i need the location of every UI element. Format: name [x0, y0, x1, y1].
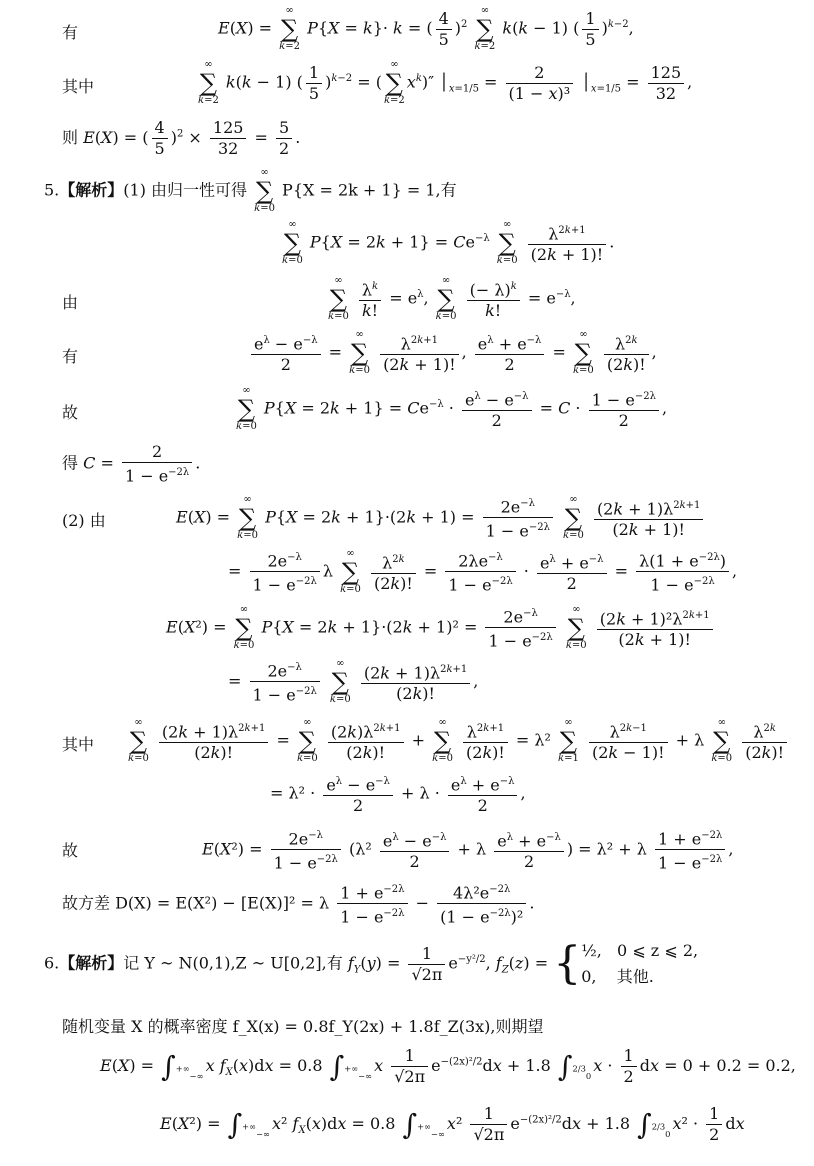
equation-series-sum: ∞ ∑ k=2 k(k − 1) ( $\frac{1}{5}$ )$^{k-2}$ = (∞ ∑ $k=2x^k)''$ $│_{x=1/5}$ = $\frac{2}{\text{(1 − x)³}}$ $│_{x=1/5}$ = $\frac{125}{32}$ ,	[198, 59, 693, 106]
problem6-tag: 【解析】	[59, 953, 124, 973]
equation-p6-ex2: $E(X^2) = \int^{+\infty}_{-\infty}x^2$ $f_X(x)dx = 0.8$ $\int^{+\infty}_{-\infty}x^2$ $\frac{1}{√2\pi}$ $e^{-(2x)^2/2}dx + 1.8$ ∫$^{2/3}_0$x² · $\frac{1}{2}$ dx	[160, 1104, 745, 1144]
equation-part2-ex: E(X) = ∞ ∑ k=0 P{X = 2k + 1}·(2k + 1) = $\frac{2e^{-\lambda}}{1 - e^{-2\lambda}}$ ∞ ∑ k=0 $\frac{(2k + 1)\lambda^{2k+1}}{(2k + 1)!}$	[176, 494, 706, 542]
line-series-value	[0, 60, 814, 112]
line-you3	[0, 330, 814, 382]
equation-ex2-final: E(X²) = $\frac{2e^{-\lambda}}{1 - e^{-2\lambda}}$ (λ² $\frac{e^\lambda - e^{-\lambda}}{2}$ + λ $\frac{e^\lambda + e^{-\lambda}}{2}$ ) = λ² + λ $\frac{1 + e^{-2\lambda}}{1 - e^{-2\lambda}}$ ,	[202, 826, 733, 874]
equation-p6-ex: $E(X) = \int^{+\infty}_{-\infty}x$ $f_X(x)dx = 0.8$ $\int^{+\infty}_{-\infty}x$ $\frac{1}{√2\pi}$ $e^{-(2x)^2/2}dx + 1.8$ ∫$^{2/3}_0$x · $\frac{1}{2}$ dx = 0 + 0.2 = 0.2,	[100, 1046, 796, 1086]
label-you3: 有	[62, 347, 79, 366]
equation-ex-series: E(X) = ∞ ∑ k=2 P{X = k}· k = ( $\frac{4}{5}$ )$^2$ ∞ ∑ k=2 k(k − 1) ( $\frac{1}{5}$ )$^{k-2}$,	[218, 5, 634, 52]
label-gu: 故	[62, 403, 79, 422]
p6-ex-result: = 0 + 0.2 = 0.2,	[664, 1056, 796, 1075]
equation-sum-c-result: ∞ ∑ k=0 $P\{X = 2k + 1\} = Ce^{-\lambda}$ · $\frac{e^\lambda - e^{-\lambda}}{2}$ = C · $\frac{1 - e^{-2\lambda}}{2}$ ,	[236, 385, 668, 432]
variance-lead: 故方差 D(X) = E(X²) − [E(X)]² = λ	[62, 893, 330, 913]
line-density	[0, 1012, 814, 1040]
equation-ex2-2: = $\frac{2e^{-\lambda}}{1 - e^{-2\lambda}}$ ∞ ∑ k=0 $\frac{(2k + 1)\lambda^{2k+1}}{(2k)!}$ ,	[228, 657, 479, 705]
line-p6-ex	[0, 1046, 814, 1102]
problem5-number: 5.	[44, 180, 60, 200]
line-ex2	[0, 604, 814, 656]
equation-variance: 故方差 D(X) = E(X²) − [E(X)]² = λ $\frac{1 + e^{-2\lambda}}{1 - e^{-2\lambda}}$ − $\frac{4\lambda^2e^{-2\lambda}}{(1 - e^{-2\lambda})^2}$ .	[62, 880, 534, 928]
case-2: 其他.	[616, 967, 654, 986]
problem6-intro-text: 记 Y ~ N(0,1),Z ~ U[0,2],有	[123, 953, 343, 973]
line-part2-ex	[0, 494, 814, 546]
label-gu2: 故	[62, 841, 79, 860]
label-ze: 则	[62, 128, 79, 147]
line-sum-c	[0, 220, 814, 272]
line-p6-ex2	[0, 1104, 814, 1160]
equation-ex-value: 则 E(X) = ( $\frac{4}{5}$ )$^2$ × $\frac{125}{32}$ = $\frac{5}{2}$ .	[62, 118, 301, 158]
equation-series-split-2: = λ² · $\frac{e^\lambda - e^{-\lambda}}{2}$ + λ · $\frac{e^\lambda + e^{-\lambda}}{2}$ ,	[270, 772, 526, 816]
problem5-intro-text: (1) 由归一性可得	[123, 180, 248, 200]
equation-series-split: ∞ ∑ k=0 $\frac{(2k + 1)\lambda^{2k+1}}{(2k)!}$ = ∞ ∑ k=0 $\frac{(2k)\lambda^{2k+1}}{(2k)!}$ + ∞ ∑ k=0 $\frac{\lambda^{2k+1}}{(2k)!}$ = λ² ∞ ∑ k=1 $\frac{\lambda^{2k-1}}{(2k - 1)!}$ + λ ∞ ∑ k=0 $\frac{\lambda^{2k}}{(2k)!}$	[126, 718, 790, 764]
problem5-intro-tail: P{X = 2k + 1} = 1,有	[282, 180, 457, 200]
problem6-number: 6.	[44, 953, 60, 973]
equation-sinh-cosh: $\frac{e^\lambda - e^{-\lambda}}{2}$ = ∞ ∑ k=0 $\frac{\lambda^{2k+1}}{(2k + 1)!}$ , $\frac{e^\lambda + e^{-\lambda}}{2}$ = ∞ ∑ k=0 $\frac{\lambda^{2k}}{(2k)!}$ ,	[248, 330, 657, 376]
density-text: 随机变量 X 的概率密度 f_X(x) = 0.8f_Y(2x) + 1.8f_Z(3x),则期望	[62, 1017, 544, 1036]
line-ex-result	[0, 114, 814, 166]
problem5-intro: 5.【解析】(1) 由归一性可得 ∞ ∑ k=0 P{X = 2k + 1} = 1,有	[44, 167, 457, 214]
label-part2: (2) 由	[62, 511, 106, 530]
equation-ex2: E(X²) = ∞ ∑ k=0 P{X = 2k + 1}·(2k + 1)² = $\frac{2e^{-\lambda}}{1 - e^{-2\lambda}}$ ∞ ∑ k=0 $\frac{(2k + 1)^2\lambda^{2k+1}}{(2k + 1)!}$	[166, 604, 716, 652]
label-you2: 由	[62, 293, 79, 312]
label-qizhong2: 其中	[62, 735, 95, 754]
line-you	[0, 276, 814, 328]
problem6-heading	[0, 934, 814, 998]
equation-sum-c: ∞ ∑ k=0 $P\{X = 2k + 1\} = Ce^{-\lambda}$ ∞ ∑ k=0 $\frac{\lambda^{2k+1}}{(2k + 1)!}$ .	[282, 219, 615, 266]
line-ex-sum	[0, 6, 814, 58]
line-variance	[0, 880, 814, 930]
line-de	[0, 440, 814, 488]
label-qizhong: 其中	[62, 77, 95, 96]
line-gu2	[0, 826, 814, 876]
equation-exp-series: ∞ ∑ k=0 $\frac{\lambda^k}{k!}$ = $e^\lambda$, ∞ ∑ k=0 $\frac{(- \lambda)^k}{k!}$ = $e^{-\lambda}$,	[328, 275, 576, 322]
line-ex2-2	[0, 658, 814, 710]
equation-c-value: 得 C = $\frac{2}{1 - e^{-2\lambda}}$ .	[62, 442, 201, 486]
problem5-tag: 【解析】	[59, 180, 124, 200]
line-series-split-2	[0, 772, 814, 822]
label-de: 得	[62, 453, 79, 473]
label-you: 有	[62, 23, 79, 42]
case-1: 0 ⩽ z ⩽ 2,	[617, 941, 699, 960]
problem5-heading	[0, 166, 814, 216]
problem6-intro: 6.【解析】记 Y ~ N(0,1),Z ~ U[0,2],有 $f_Y(y)$ = $\frac{1}{√2\pi}$ $e^{-y^2/2}$, $f_Z(z)$ = {½, 0 ⩽ z ⩽ 2, 0, 其他.	[44, 938, 699, 989]
line-part2-ex-2	[0, 548, 814, 600]
line-gu	[0, 386, 814, 438]
equation-part2-ex-2: = $\frac{2e^{-\lambda}}{1 - e^{-2\lambda}}$ λ ∞ ∑ k=0 $\frac{\lambda^{2k}}{(2k)!}$ = $\frac{2\lambda e^{-\lambda}}{1 - e^{-2\lambda}}$ · $\frac{e^\lambda + e^{-\lambda}}{2}$ = $\frac{\lambda(1 + e^{-2\lambda})}{1 - e^{-2\lambda}}$ ,	[228, 547, 738, 595]
line-qizhong2	[0, 718, 814, 770]
